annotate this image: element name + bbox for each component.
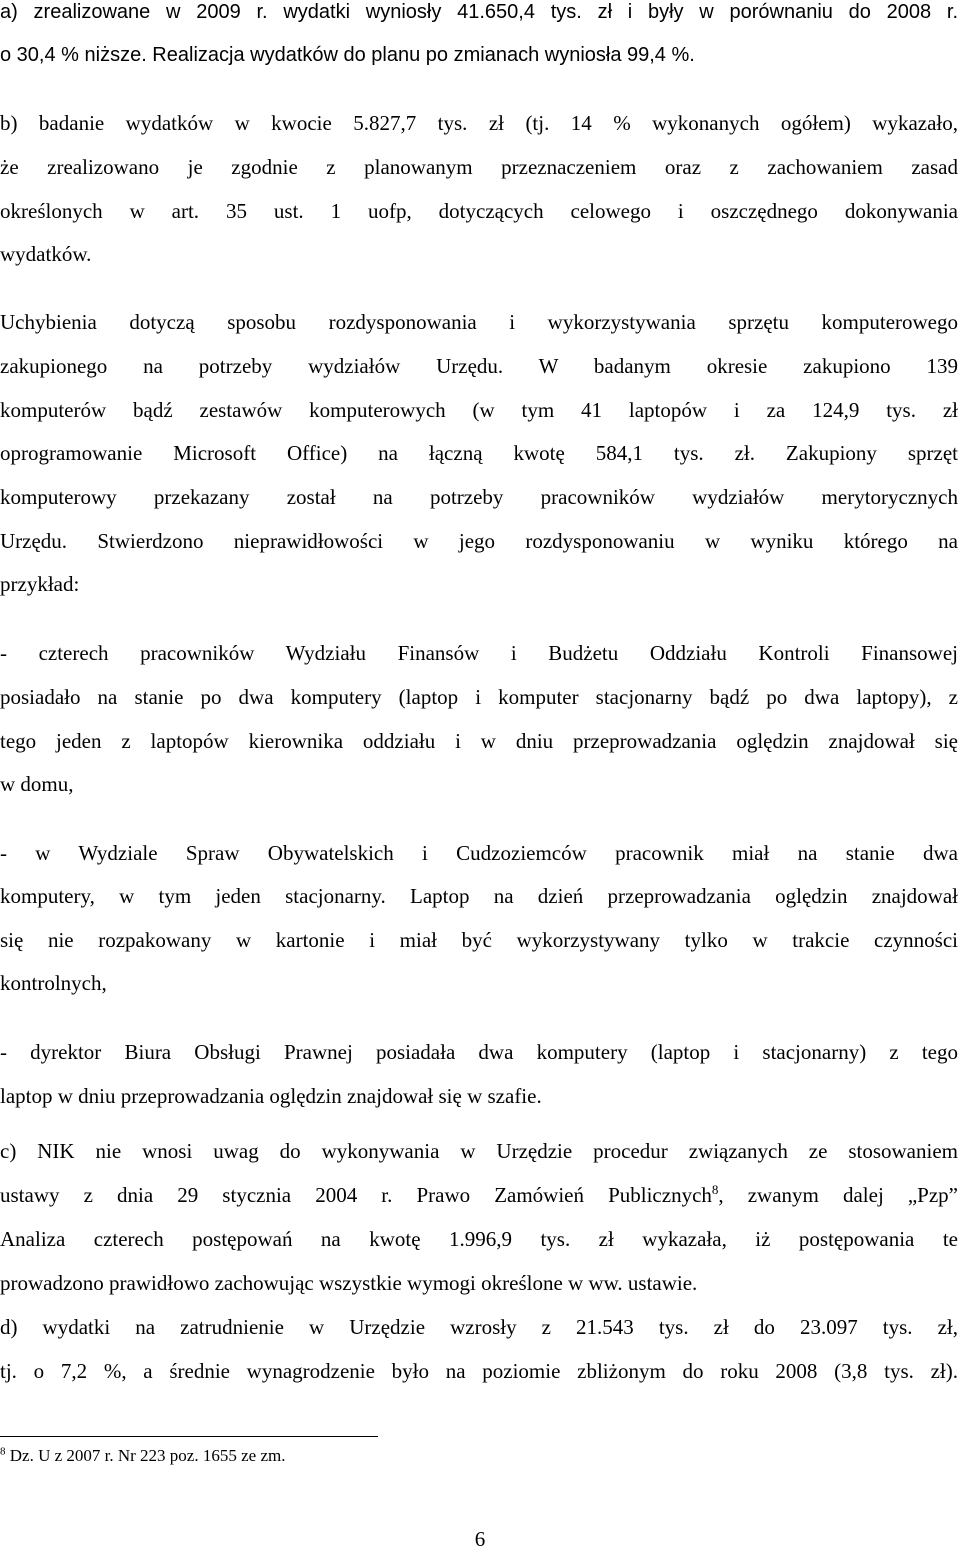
text-line xyxy=(0,531,958,552)
line-text: posiadało na stanie po dwa komputery (laptop i komputer stacjonarny bądź po dwa laptopy), z xyxy=(0,685,958,709)
text-line xyxy=(0,244,958,265)
text-line xyxy=(0,1182,959,1207)
line-text: oprogramowanie Microsoft Office) na łączną kwotę 584,1 tys. zł. Zakupiony sprzęt xyxy=(0,441,958,465)
text-line xyxy=(0,930,958,951)
text-line xyxy=(0,886,958,907)
line-text: Analiza czterech postępowań na kwotę 1.996,9 tys. zł wykazała, iż postępowania te xyxy=(0,1227,958,1251)
line-text: c) NIK nie wnosi uwag do wykonywania w Urzędzie procedur związanych ze stosowaniem xyxy=(0,1139,958,1163)
line-text: Urzędu. Stwierdzono nieprawidłowości w jego rozdysponowaniu w wyniku którego na xyxy=(0,529,958,553)
text-line xyxy=(0,1317,958,1338)
line-text: - dyrektor Biura Obsługi Prawnej posiadała dwa komputery (laptop i stacjonarny) z tego xyxy=(0,1040,958,1064)
line-text: określonych w art. 35 ust. 1 uofp, dotyczących celowego i oszczędnego dokonywania xyxy=(0,199,958,223)
line-text: b) badanie wydatków w kwocie 5.827,7 tys. zł (tj. 14 % wykonanych ogółem) wykazało, xyxy=(0,111,958,135)
text-line xyxy=(0,774,958,795)
text-line xyxy=(0,1086,958,1107)
text-line xyxy=(0,312,958,333)
line-text: d) wydatki na zatrudnienie w Urzędzie wzrosły z 21.543 tys. zł do 23.097 tys. zł, xyxy=(0,1315,958,1339)
line-text: - czterech pracowników Wydziału Finansów i Budżetu Oddziału Kontroli Finansowej xyxy=(0,641,958,665)
text-line xyxy=(0,1361,958,1382)
line-text: tego jeden z laptopów kierownika oddziału i w dniu przeprowadzania oględzin znajdował się xyxy=(0,729,958,753)
text-line xyxy=(0,443,958,464)
text-line xyxy=(0,45,958,65)
text-line xyxy=(0,843,958,864)
line-text: prowadzono prawidłowo zachowując wszystkie wymogi określone w ww. ustawie. xyxy=(0,1271,698,1295)
text-line xyxy=(0,356,958,377)
footnote-text: Dz. U z 2007 r. Nr 223 poz. 1655 ze zm. xyxy=(5,1446,286,1465)
text-line xyxy=(0,1273,958,1294)
text-line xyxy=(0,687,958,708)
text-line xyxy=(0,731,958,752)
line-text: zakupionego na potrzeby wydziałów Urzędu. W badanym okresie zakupiono 139 xyxy=(0,354,958,378)
line-text: ustawy z dnia 29 stycznia 2004 r. Prawo Zamówień Publicznych xyxy=(0,1183,712,1207)
text-line xyxy=(0,1229,958,1250)
text-line xyxy=(0,157,958,178)
text-line xyxy=(0,487,958,508)
line-text: o 30,4 % niższe. Realizacja wydatków do planu po zmianach wyniosła 99,4 %. xyxy=(0,44,695,66)
footnote-reference: 8 xyxy=(711,1182,719,1197)
page-number: 6 xyxy=(474,1527,486,1551)
text-line xyxy=(0,400,958,421)
text-line xyxy=(0,2,958,22)
line-text: komputerowy przekazany został na potrzeby pracowników wydziałów merytorycznych xyxy=(0,485,958,509)
line-text: przykład: xyxy=(0,572,80,596)
line-text: że zrealizowano je zgodnie z planowanym przeznaczeniem oraz z zachowaniem zasad xyxy=(0,155,958,179)
line-text: kontrolnych, xyxy=(0,971,107,995)
line-text: , zwanym dalej „Pzp” xyxy=(718,1183,959,1207)
line-text: komputerów bądź zestawów komputerowych (w tym 41 laptopów i za 124,9 tys. zł xyxy=(0,398,958,422)
footnote-separator xyxy=(0,1436,378,1437)
line-text: się nie rozpakowany w kartonie i miał być wykorzystywany tylko w trakcie czynności xyxy=(0,928,958,952)
line-text: Uchybienia dotyczą sposobu rozdysponowania i wykorzystywania sprzętu komputerowego xyxy=(0,310,958,334)
line-text: - w Wydziale Spraw Obywatelskich i Cudzoziemców pracownik miał na stanie dwa xyxy=(0,841,958,865)
text-line xyxy=(0,574,958,595)
line-text: laptop w dniu przeprowadzania oględzin znajdował się w szafie. xyxy=(0,1084,542,1108)
footnote xyxy=(0,1446,285,1466)
line-text: a) zrealizowane w 2009 r. wydatki wyniosły 41.650,4 tys. zł i były w porównaniu do 2008 r. xyxy=(0,1,958,23)
footnote-number: 8 xyxy=(0,1445,6,1458)
line-text: wydatków. xyxy=(0,242,92,266)
line-text: komputery, w tym jeden stacjonarny. Laptop na dzień przeprowadzania oględzin znajdował xyxy=(0,884,958,908)
line-text: w domu, xyxy=(0,772,74,796)
text-line xyxy=(0,1042,958,1063)
text-line xyxy=(0,643,958,664)
line-text: tj. o 7,2 %, a średnie wynagrodzenie było na poziomie zbliżonym do roku 2008 (3,8 tys. zł). xyxy=(0,1359,958,1383)
text-line xyxy=(0,1141,958,1162)
text-line xyxy=(0,201,958,222)
text-line xyxy=(0,113,958,134)
text-line xyxy=(0,973,958,994)
